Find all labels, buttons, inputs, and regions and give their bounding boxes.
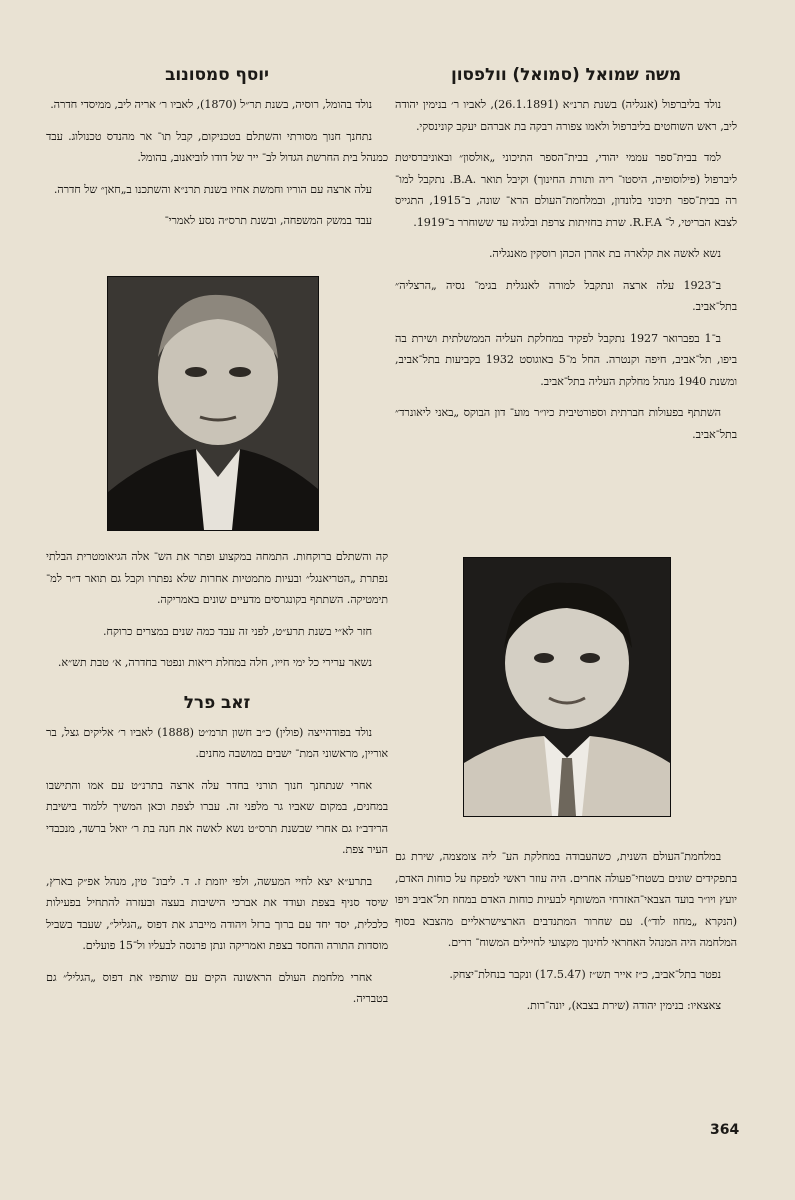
portrait-photo-wolfson (463, 557, 671, 817)
paragraph: נולד בליברפול (אנגליה) בשנת תרנ״א (26.1.1891), לאביו ר׳ בנימין יהודה ליב, ראש השוחטים בליברפול ולאמו צפורה רבקה בת אברהם יעקב קונינסקי. (395, 98, 737, 133)
biography-name-perl: זאב פרל (183, 692, 251, 713)
biography-name-wolfson: משה שמואל (סמואל) וולפסון (450, 65, 682, 85)
column-left-bottom (46, 546, 388, 1020)
portrait-image (464, 558, 670, 816)
portrait-photo-samsonov (107, 276, 319, 531)
portrait-image (108, 277, 318, 530)
paragraph: עלה ארצה עם הוריו וחמשת אחיו בשנת תרנ״א והשתכנו ב„חאן״ של חדרה. (53, 182, 372, 196)
paragraph: אחרי שנתחנך חנוך תורני בחדר עלה ארצה בתרנ״ט עם אמו והתישבו במחנים, במקום שאביו גר מלפני זה. עברו לצפת וכאן המשיך ללמוד בישיבת הרידב״ז גם אחרי שבשנת תרס״ט נשא לאשה את חנה בת ר׳ יואל ברשד, מנכבדי העיר צפת. (46, 778, 388, 856)
paragraph: נפטר בתל־אביב, כ״ז אייר תש״ז (17.5.47) ונקבר בנחלת־יצחק. (449, 967, 721, 981)
column-right-bottom (395, 846, 737, 1027)
paragraph: נולד בהומל, רוסיה, בשנת תר״ל (1870), לאביו ר׳ אריה ליב, ממיסדי חדרה. (50, 98, 372, 111)
paragraph: קה והשתלם ברוקחות. התמחה במקצוע ופתר את הש־ אלה הגיאומטרית הבלתי נפתרת „הטריאנגל״ ובעיות מתמטיות אחרות שלא נפתרו וקבל גם תואר ד״ר למ־ תימטיקה. השתתף בקונגרסים מדעיים שונים באמריקה. (46, 550, 388, 606)
paragraph: נולד בפודהייצה (פולין) כ״ב חשון תרמ״ט (1888) לאביו ר׳ אליקים גצל, בר אוריין, מראשוני המת־ ישבים במושבה מחנים. (46, 725, 388, 760)
paragraph: השתתף בפעולות חברתית וספורטיבית כיו״ר מוע־ דון הבוקס „באני ליאונרד״ בתל־אביב. (395, 406, 737, 441)
paragraph: במלחמת־העולם השנית, כשהעבודה במחלקת הע־ ליה צומצמה, שירת גם בתפקידים שונים בשטחי־פעולה אחרים. היה עוזר ראשי למפקח על כוחות האדם, יועץ ויו״ר בועד הצבאי־האזרחי המשותף לבעיות כוחות האדם במחוז תל־אביב ויפו (הנקרא „מחוז לוד״). עם שחרור המתנדבים הארצישראליים מהצבא בסוף המלחמה היה המנהל האחראי לחינוך מקצועי לחיילים המשוח־ ררים. (395, 850, 737, 949)
biography-name-samsonov: יוסף סמסונוב (165, 65, 269, 85)
paragraph: למד בבית־ספר עממי יהודי, בבית־הספר התיכוני „אולסון״ ובאוניברסיטת ליברפול (פילוסופיה, היסטו־ ריה ותורת החינוך) וקיבל תואר .B.A. נתקבל למו־ רה בבית־ספר תיכוני בלונדון, ובמלחמת־העולם הרא־ שונה, ב־1915, התגייס לצבא הבריטי, ל־ R.F.A. שרת בחזיתות צרפת ובלגיה עד ששוחרר ב־1919. (395, 151, 737, 229)
paragraph: נשא לאשה את קלארה בת אהרן הכהן רוסקין מאנגליה. (488, 247, 721, 260)
paragraph: אחרי מלחמת העולם הראשונה הקים עם שותפיו את דפוס „הגליל״ גם בטבריה. (46, 970, 388, 1005)
paragraph: ב־1923 עלה ארצה ונתקבל למורה לאנגלית בגימ־ נסיה „הרצליה״ בתל־אביב. (395, 278, 737, 313)
paragraph: נתחנך חנוך מסורתי והשתלם בטכניקום, קבל תו־ אר מהנדס טכנולוג. עבד כמנהל בית החרשת הגדול לב־ ייר של דודו לוביאנוב, בהומל. (46, 129, 388, 164)
paragraph: עבד במשק המשפחה, ובשנת תרס״ה נסע לאמרי־ (164, 214, 372, 227)
column-right-top (395, 64, 737, 455)
page-number: 364 (710, 1122, 740, 1138)
column-left-top (46, 64, 388, 232)
paragraph: ב־1 בפברואר 1927 נתקבל לפקיד במחלקת העליה הממשלתית ושירת בה ביפו, תל־אביב, חיפה וקנטרה. החל מ־5 באוגוסט 1932 בקביעות בתל־אביב, ומשנת 1940 מנהל מחלקת העליה בתל־אביב. (395, 331, 738, 388)
paragraph: בתרע״א יצא לחיי המעשה, ולפי יוזמת ז. ד. ליבונ־ טין, מנהל אפ״ק בארץ, שיסד סניף בצפת ועודד את אברכי הישיבות בעצה ובעזרה להתחיל בפעילות כלכלית, יסד יחד עם ברוך ברזל ויהודה מייברג את דפוס „הגליל״, שעבד בשביל מוסדות התורה והחסד בצפת ואמריקה ונתן פרנסה לבעליו ול־15 פועלים. (46, 874, 388, 952)
paragraph: חזר לא״י בשנת תרע״ט, לפני זה עבד כמה שנים במצרים כרוקח. (102, 624, 372, 638)
paragraph: צאצאיו: בנימין יהודה (שירת בצבא), יונה־רות. (526, 999, 721, 1012)
paragraph: נשאר ערירי כל ימי חייו, חלה במחלת ריאות ונפטר בחדרה, א׳ טבת תש״א. (57, 656, 372, 669)
